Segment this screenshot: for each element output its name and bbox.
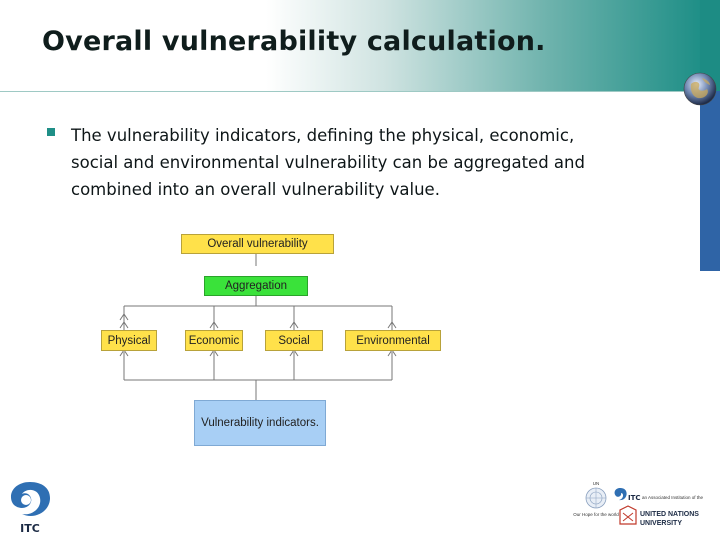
side-accent-bar-blue [700,91,720,271]
unu-logo [620,506,636,524]
unu-name-line-1: UNITED NATIONS [640,511,699,518]
header-divider [0,91,700,92]
bullet-line: The vulnerability indicators, defining the physical, economic, [71,126,575,145]
bullet-line: combined into an overall vulnerability value. [71,180,440,199]
un-itc-label: ITC [628,494,641,502]
un-logo [586,488,606,508]
itc-logo [4,478,56,536]
aggregation-box: Aggregation [204,276,308,296]
unu-name-line-2: UNIVERSITY [640,520,683,527]
un-unu-logos [573,480,718,536]
bullet-paragraph [71,122,671,203]
itc-logo-label: ITC [20,522,40,535]
vulnerability-diagram [96,228,446,450]
slide-title: Overall vulnerability calculation. [42,26,546,57]
physical-box: Physical [101,330,157,351]
globe-icon [683,72,717,106]
overall-vulnerability-box: Overall vulnerability [181,234,334,254]
un-small-label: UN [592,481,600,486]
vulnerability-indicators-box: Vulnerability indicators. [194,400,326,446]
economic-box: Economic [185,330,243,351]
itc-mini-logo [615,488,627,500]
associated-text: an Associated Institution of the [642,495,704,500]
square-bullet-icon [47,128,55,136]
environmental-box: Environmental [345,330,441,351]
bullet-line: social and environmental vulnerability can be aggregated and [71,153,585,172]
social-box: Social [265,330,323,351]
un-motto: Our Hope for the world [573,512,619,517]
